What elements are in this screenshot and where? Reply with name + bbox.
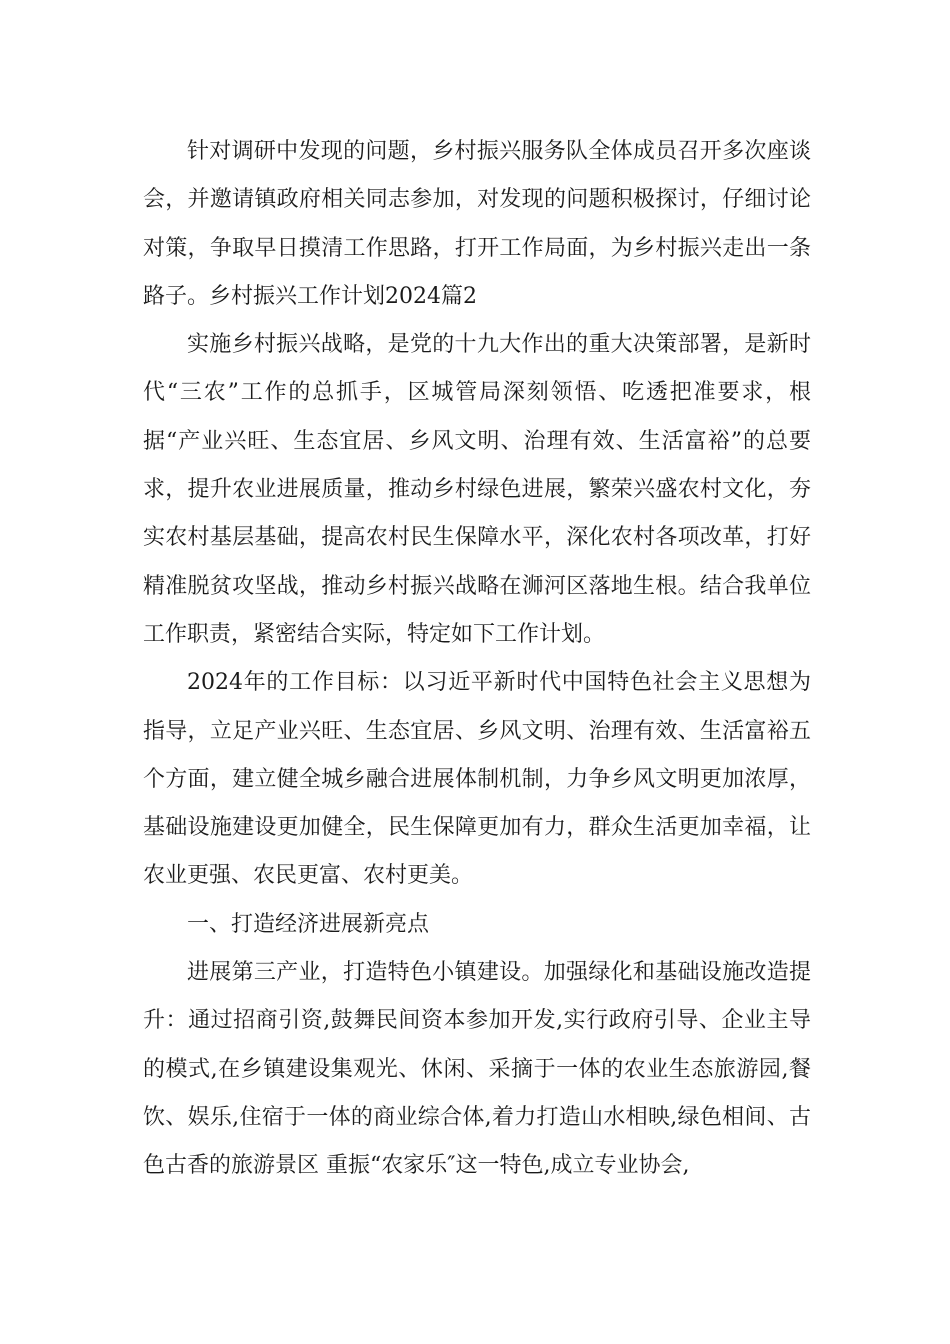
paragraph-work-goals: 2024年的工作目标：以习近平新时代中国特色社会主义思想为指导，立足产业兴旺、生态宜居、乡风文明、治理有效、生活富裕五个方面，建立健全城乡融合进展体制机制，力争乡风文明更加浓厚，基础设施建设更加健全，民生保障更加有力，群众生活更加幸福，让农业更强、农民更富、农村更美。	[143, 670, 811, 889]
paragraph-tertiary-industry: 进展第三产业，打造特色小镇建设。加强绿化和基础设施改造提升：通过招商引资,鼓舞民间资本参加开发,实行政府引导、企业主导的模式,在乡镇建设集观光、休闲、采摘于一体的农业生态旅游园,餐饮、娱乐,住宿于一体的商业综合体,着力打造山水相映,绿色相间、古色古香的旅游景区 重振“农家乐″这一特色,成立专业协会,	[143, 960, 811, 1179]
section-heading-economy: 一、打造经济进展新亮点	[187, 911, 430, 937]
paragraph-research-followup: 针对调研中发现的问题，乡村振兴服务队全体成员召开多次座谈会，并邀请镇政府相关同志参加，对发现的问题积极探讨，仔细讨论对策，争取早日摸清工作思路，打开工作局面，为乡村振兴走出一条路子。乡村振兴工作计划2024篇2	[143, 139, 811, 309]
paragraph-strategy-intro: 实施乡村振兴战略，是党的十九大作出的重大决策部署，是新时代“三农”工作的总抓手，区城管局深刻领悟、吃透把准要求，根据“产业兴旺、生态宜居、乡风文明、治理有效、生活富裕”的总要求，提升农业进展质量，推动乡村绿色进展，繁荣兴盛农村文化，夯实农村基层基础，提高农村民生保障水平，深化农村各项改革，打好精准脱贫攻坚战，推动乡村振兴战略在浉河区落地生根。结合我单位工作职责，紧密结合实际，特定如下工作计划。	[143, 332, 811, 647]
document-body	[143, 128, 811, 1191]
